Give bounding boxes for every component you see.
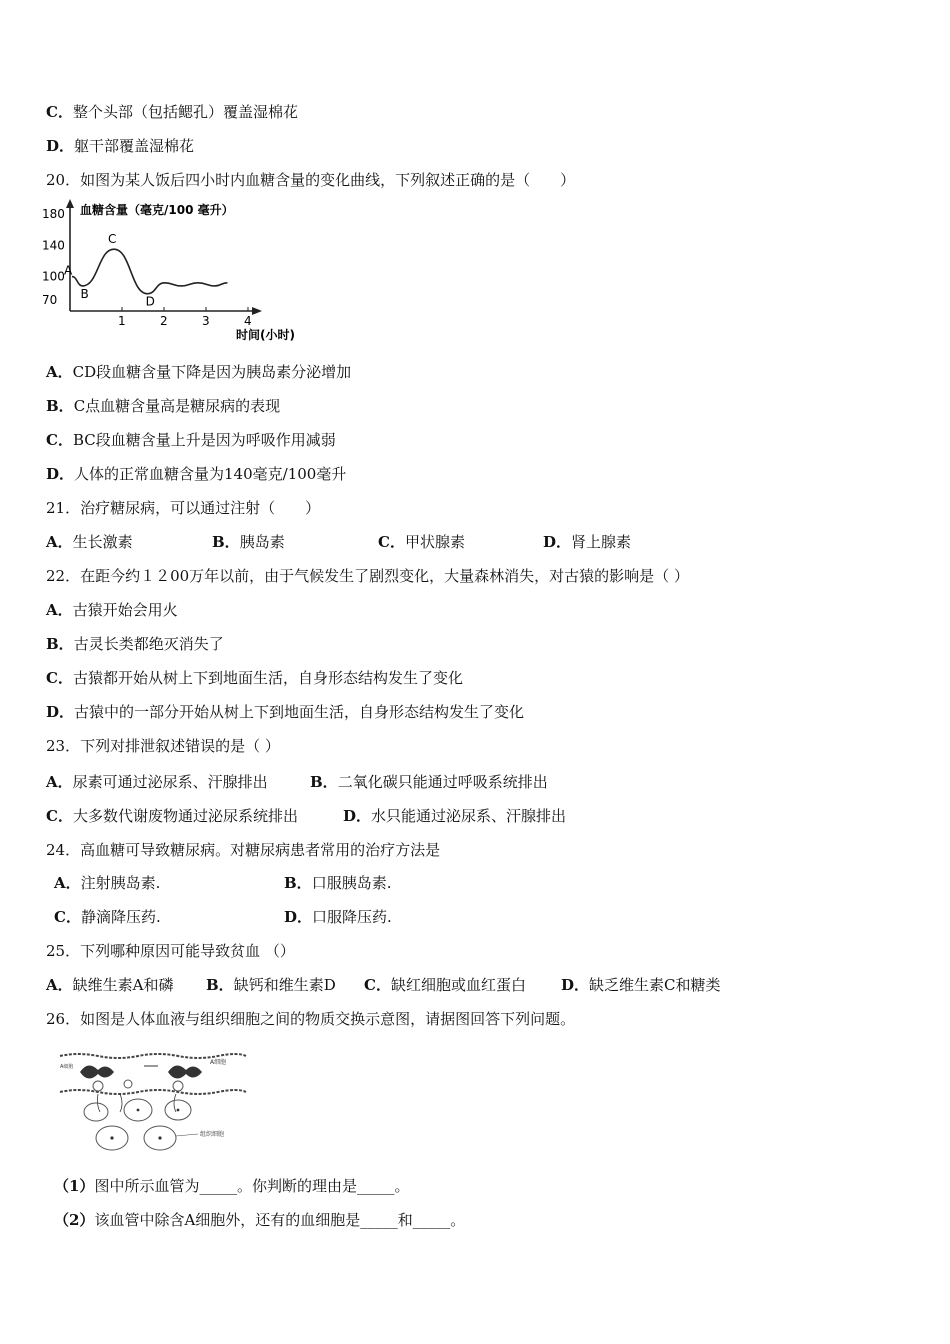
tissue-cell [84,1103,108,1121]
option-text: 大多数代谢废物通过泌尿系统排出 [72,807,298,825]
q20-option-b [46,396,280,416]
option-label: D． [46,703,75,721]
series-line [72,249,227,294]
option-text: 甲状腺素 [404,533,465,551]
option-text: 古灵长类都绝灭消失了 [73,635,224,653]
option-label: A． [46,363,73,381]
option-text: 肾上腺素 [571,533,632,551]
q25-option-d [561,975,721,995]
option-text: 口服胰岛素. [311,874,392,892]
option-label: B． [212,533,240,551]
x-tick-label: 2 [160,314,168,328]
small-cell [124,1080,132,1088]
option-label: A． [46,601,73,619]
q23-option-c [46,806,298,826]
q21-option-a [46,532,133,552]
option-label: A． [46,773,73,791]
option-text: 整个头部（包括鳃孔）覆盖湿棉花 [72,103,298,121]
y-axis-label: 血糖含量（毫克/100 毫升） [80,203,234,217]
option-label: B． [284,874,312,892]
nucleus [158,1136,161,1139]
blood-sugar-chart [40,196,295,346]
q26-sub2 [54,1210,465,1230]
option-text: 静滴降压药. [80,908,161,926]
option-text: 水只能通过泌尿系、汗腺排出 [371,807,567,825]
q22-option-d [46,702,524,722]
q19-option-c [46,102,298,122]
q22-option-c [46,668,463,688]
label-leader [176,1134,198,1136]
q24-option-a [54,873,160,893]
option-label: C． [46,103,73,121]
q22-stem: 22．在距今约１２00万年以前，由于气候发生了剧烈变化，大量森林消失，对古猿的影响是（ ） [46,567,689,585]
a-cell-right [168,1065,202,1078]
a-cell-right-label: A细胞 [210,1059,227,1066]
option-text: 古猿都开始从树上下到地面生活，自身形态结构发生了变化 [72,669,463,687]
q21-option-d [543,532,631,552]
x-axis-arrow [252,307,262,315]
option-label: C． [46,431,73,449]
y-tick-label: 100 [42,269,65,284]
option-text: CD段血糖含量下降是因为胰岛素分泌增加 [72,363,352,381]
capillary-exchange-diagram [58,1048,248,1158]
point-label-d: D [145,294,155,309]
option-label: D． [284,908,313,926]
option-label: C． [378,533,405,551]
tissue-cell-label: 组织细胞 [200,1131,225,1138]
option-text: 古猿中的一部分开始从树上下到地面生活，自身形态结构发生了变化 [74,703,525,721]
q21-stem: 21．治疗糖尿病，可以通过注射（ ） [46,499,321,517]
exchange-arrow [120,1094,122,1112]
option-label: C． [46,669,73,687]
q22-option-b [46,634,224,654]
y-tick-label: 70 [42,293,58,307]
vessel-wall-bottom [60,1090,246,1094]
option-text: 胰岛素 [239,533,285,551]
option-text: 注射胰岛素. [80,874,161,892]
option-label: B． [46,397,74,415]
chart-ticks [42,207,252,328]
option-text: 缺钙和维生素D [233,976,336,994]
option-label: D． [543,533,572,551]
option-text: 生长激素 [72,533,133,551]
option-label: C． [46,807,73,825]
point-label-c: C [108,232,117,247]
q26-sub1 [54,1176,409,1196]
q22-option-a [46,600,178,620]
option-text: 古猿开始会用火 [72,601,178,619]
option-label: D． [343,807,372,825]
y-tick-label: 140 [42,238,65,253]
option-text: 缺维生素A和磷 [72,976,174,994]
option-label: A． [54,874,81,892]
x-axis-label: 时间(小时) [236,328,295,342]
sub-text: 该血管中除含A细胞外，还有的血细胞是_____和_____。 [94,1211,466,1229]
option-label: D． [561,976,590,994]
x-tick-label: 4 [244,314,252,328]
sub-text: 图中所示血管为_____。你判断的理由是_____。 [94,1177,410,1195]
exchange-arrow [174,1094,176,1112]
option-label: C． [364,976,391,994]
q25-stem: 25．下列哪种原因可能导致贫血 （） [46,942,295,960]
q25-option-b [206,975,336,995]
q24-option-b [284,873,391,893]
option-label: A． [46,533,73,551]
option-text: 二氧化碳只能通过呼吸系统排出 [337,773,548,791]
small-cell [173,1081,183,1091]
q24-stem: 24．高血糖可导致糖尿病。对糖尿病患者常用的治疗方法是 [46,841,441,859]
option-text: C点血糖含量高是糖尿病的表现 [73,397,281,415]
y-axis-arrow [66,199,74,208]
option-label: D． [46,137,75,155]
option-text: 尿素可通过泌尿系、汗腺排出 [72,773,268,791]
a-cell-left [80,1065,114,1078]
x-tick-label: 3 [202,314,210,328]
q26-stem: 26．如图是人体血液与组织细胞之间的物质交换示意图，请据图回答下列问题。 [46,1010,576,1028]
q24-option-c [54,907,161,927]
q19-option-d [46,136,194,156]
q21-option-c [378,532,465,552]
q25-option-a [46,975,173,995]
option-label: C． [54,908,81,926]
vessel-wall-top [60,1054,246,1058]
option-text: 缺红细胞或血红蛋白 [390,976,526,994]
option-text: BC段血糖含量上升是因为呼吸作用减弱 [72,431,336,449]
q20-option-d [46,464,346,484]
option-text: 缺乏维生素C和糖类 [589,976,721,994]
point-labels [64,232,155,309]
small-cell [93,1081,103,1091]
sub-label: （1） [54,1177,95,1195]
nucleus [177,1109,180,1112]
q23-option-b [310,772,548,792]
nucleus [110,1136,113,1139]
option-label: B． [206,976,234,994]
a-cell-left-label: A细胞 [60,1064,74,1070]
q20-option-a [46,362,351,382]
q25-option-c [364,975,526,995]
q23-stem: 23．下列对排泄叙述错误的是（ ） [46,737,280,755]
x-tick-label: 1 [118,314,126,328]
option-label: B． [46,635,74,653]
option-label: B． [310,773,338,791]
y-tick-label: 180 [42,207,65,221]
q24-option-d [284,907,392,927]
q20-option-c [46,430,336,450]
nucleus [137,1109,140,1112]
q23-option-d [343,806,566,826]
option-text: 口服降压药. [312,908,392,926]
point-label-b: B [80,286,89,301]
sub-label: （2） [54,1211,95,1229]
option-label: D． [46,465,75,483]
q21-option-b [212,532,285,552]
q20-stem: 20．如图为某人饭后四小时内血糖含量的变化曲线，下列叙述正确的是（ ） [46,171,576,189]
q23-option-a [46,772,268,792]
point-label-a: A [64,263,73,278]
option-text: 人体的正常血糖含量为140毫克/100毫升 [74,465,347,483]
option-text: 躯干部覆盖湿棉花 [74,137,195,155]
option-label: A． [46,976,73,994]
